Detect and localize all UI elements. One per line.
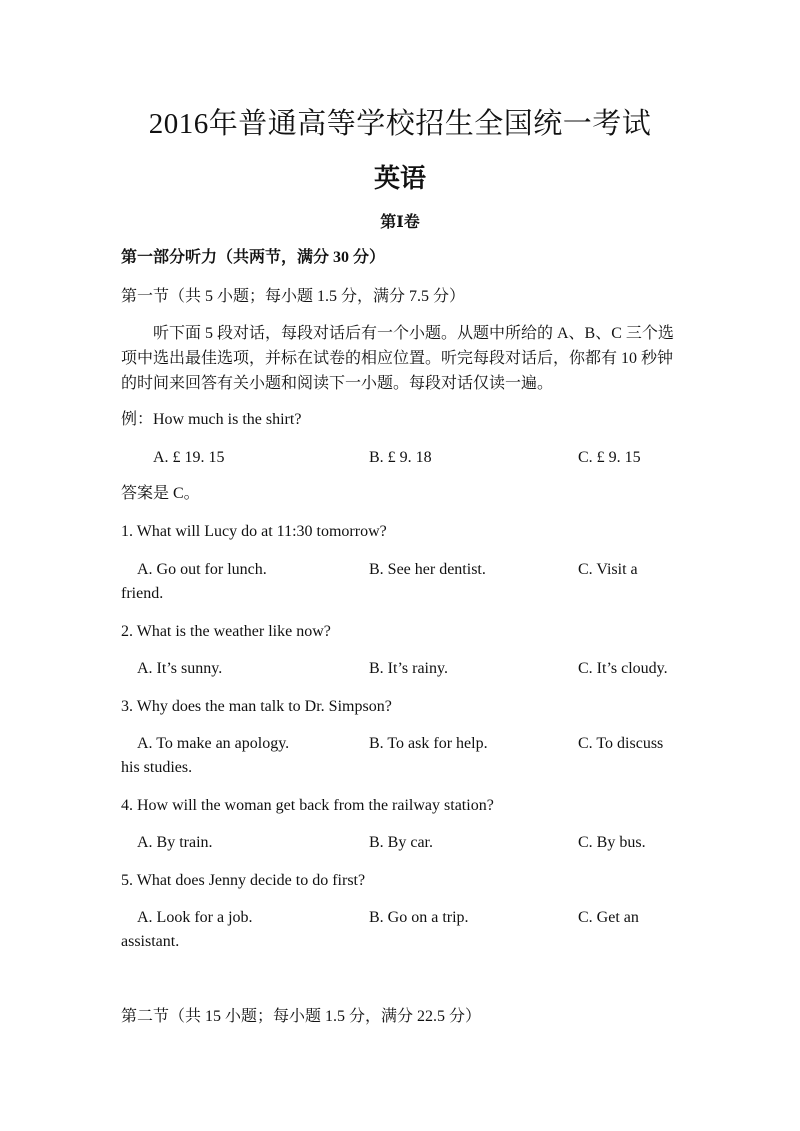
section2-heading: 第二节（共 15 小题；每小题 1.5 分，满分 22.5 分） [121, 1008, 482, 1025]
option-a: A. By train. [137, 834, 213, 851]
part1-heading: 第一部分听力（共两节，满分 30 分） [121, 249, 386, 266]
question-stem: 3. Why does the man talk to Dr. Simpson? [121, 698, 392, 715]
option-c: C. It’s cloudy. [578, 660, 668, 677]
volume-label: 第Ⅰ卷 [380, 214, 420, 231]
option-a: A. To make an apology. [137, 735, 290, 752]
option-c-continued: assistant. [121, 933, 180, 950]
option-c: C. Get an [578, 909, 639, 926]
option-c: C. Visit a [578, 561, 638, 578]
question-stem: 2. What is the weather like now? [121, 623, 331, 640]
example-question: 例：How much is the shirt? [121, 411, 302, 428]
question-stem: 4. How will the woman get back from the railway station? [121, 797, 494, 814]
option-a: A. Look for a job. [137, 909, 253, 926]
option-a: A. Go out for lunch. [137, 561, 267, 578]
option-c: C. To discuss [578, 735, 664, 752]
example-option-b: B. £ 9. 18 [369, 449, 432, 466]
option-b: B. It’s rainy. [369, 660, 448, 677]
option-a: A. It’s sunny. [137, 660, 223, 677]
option-c-continued: friend. [121, 585, 164, 602]
question-stem: 1. What will Lucy do at 11:30 tomorrow? [121, 523, 387, 540]
option-b: B. By car. [369, 834, 433, 851]
subject-title: 英语 [373, 164, 426, 193]
example-option-c: C. £ 9. 15 [578, 449, 641, 466]
instruction-line: 听下面 5 段对话，每段对话后有一个小题。从题中所给的 A、B、C 三个选 [121, 325, 674, 342]
option-c-continued: his studies. [121, 759, 193, 776]
option-b: B. To ask for help. [369, 735, 488, 752]
option-b: B. See her dentist. [369, 561, 486, 578]
exam-title: 2016年普通高等学校招生全国统一考试 [148, 108, 652, 140]
question-stem: 5. What does Jenny decide to do first? [121, 872, 366, 889]
example-answer: 答案是 C。 [121, 485, 200, 502]
instruction-line: 的时间来回答有关小题和阅读下一小题。每段对话仅读一遍。 [121, 375, 554, 392]
instruction-line: 项中选出最佳选项，并标在试卷的相应位置。听完每段对话后，你都有 10 秒钟 [121, 350, 674, 367]
option-b: B. Go on a trip. [369, 909, 469, 926]
example-option-a: A. £ 19. 15 [153, 449, 225, 466]
section1-heading: 第一节（共 5 小题；每小题 1.5 分，满分 7.5 分） [121, 288, 466, 305]
option-c: C. By bus. [578, 834, 646, 851]
